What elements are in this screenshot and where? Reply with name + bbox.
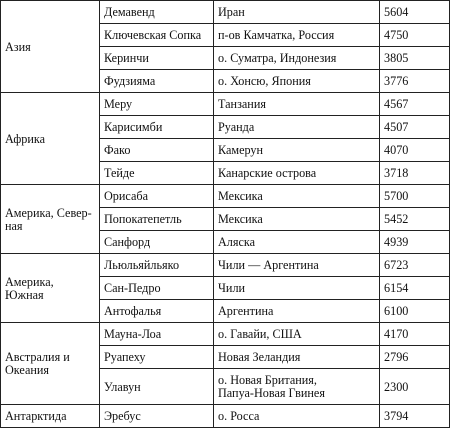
mountain-location: Иран (214, 1, 380, 24)
mountain-name: Улавун (100, 369, 214, 405)
mountain-location: Новая Зеландия (214, 346, 380, 369)
mountain-height: 3776 (380, 70, 450, 93)
mountain-name: Фудзияма (100, 70, 214, 93)
mountain-height: 4750 (380, 24, 450, 47)
table-row (1, 405, 450, 428)
region-south-america: Америка, Южная (1, 254, 100, 323)
mountain-location: о. Росса (214, 405, 380, 428)
location-line: Папуа-Новая Гвинея (218, 386, 325, 400)
mountain-height: 6100 (380, 300, 450, 323)
mountain-height: 2796 (380, 346, 450, 369)
mountain-name: Антофалья (100, 300, 214, 323)
mountain-location: Чили (214, 277, 380, 300)
mountain-name: Меру (100, 93, 214, 116)
mountain-location: Аргентина (214, 300, 380, 323)
region-north-america (1, 185, 100, 254)
mountain-name: Руапеху (100, 346, 214, 369)
region-label-line: ная (5, 218, 23, 233)
mountain-name: Ключевская Сопка (100, 24, 214, 47)
region-asia: Азия (1, 1, 100, 93)
mountain-height: 3794 (380, 405, 450, 428)
mountain-location: о. Суматра, Индонезия (214, 47, 380, 70)
mountain-location: Канарские острова (214, 162, 380, 185)
mountain-height: 3718 (380, 162, 450, 185)
mountain-name: Попокатепетль (100, 208, 214, 231)
mountain-name: Тейде (100, 162, 214, 185)
mountain-height: 5700 (380, 185, 450, 208)
mountain-height: 4170 (380, 323, 450, 346)
mountain-location: Мексика (214, 208, 380, 231)
mountain-location (214, 369, 380, 405)
mountain-height: 2300 (380, 369, 450, 405)
region-label-line: Америка, Север- (5, 205, 92, 220)
mountain-location: Чили — Аргентина (214, 254, 380, 277)
mountain-name: Карисимби (100, 116, 214, 139)
mountain-name: Санфорд (100, 231, 214, 254)
mountain-location: Аляска (214, 231, 380, 254)
location-line: о. Новая Британия, (218, 373, 317, 387)
region-label-line: Океания (5, 363, 50, 377)
table-row (1, 323, 450, 346)
mountain-height: 5604 (380, 1, 450, 24)
mountain-name: Эребус (100, 405, 214, 428)
mountain-height: 4567 (380, 93, 450, 116)
mountain-name: Керинчи (100, 47, 214, 70)
mountain-height: 4070 (380, 139, 450, 162)
region-antarctica: Антарктида (1, 405, 100, 428)
mountain-name: Демавенд (100, 1, 214, 24)
mountain-location: Танзания (214, 93, 380, 116)
region-label-line: Австралия и (5, 350, 70, 364)
region-africa: Африка (1, 93, 100, 185)
mountain-location: п-ов Камчатка, Россия (214, 24, 380, 47)
mountain-location: о. Гавайи, США (214, 323, 380, 346)
region-oceania (1, 323, 100, 405)
mountain-location: Руанда (214, 116, 380, 139)
mountain-height: 4507 (380, 116, 450, 139)
mountain-location: о. Хонсю, Япония (214, 70, 380, 93)
mountain-name: Льюльяйльяко (100, 254, 214, 277)
mountain-height: 5452 (380, 208, 450, 231)
mountain-height: 3805 (380, 47, 450, 70)
mountain-height: 6154 (380, 277, 450, 300)
table-row (1, 185, 450, 208)
table-row (1, 93, 450, 116)
table-row (1, 1, 450, 24)
mountain-height: 6723 (380, 254, 450, 277)
mountain-location: Мексика (214, 185, 380, 208)
mountain-name: Сан-Педро (100, 277, 214, 300)
mountain-name: Фако (100, 139, 214, 162)
mountain-height: 4939 (380, 231, 450, 254)
mountain-name: Мауна-Лоа (100, 323, 214, 346)
mountain-location: Камерун (214, 139, 380, 162)
mountain-name: Орисаба (100, 185, 214, 208)
table-row (1, 254, 450, 277)
